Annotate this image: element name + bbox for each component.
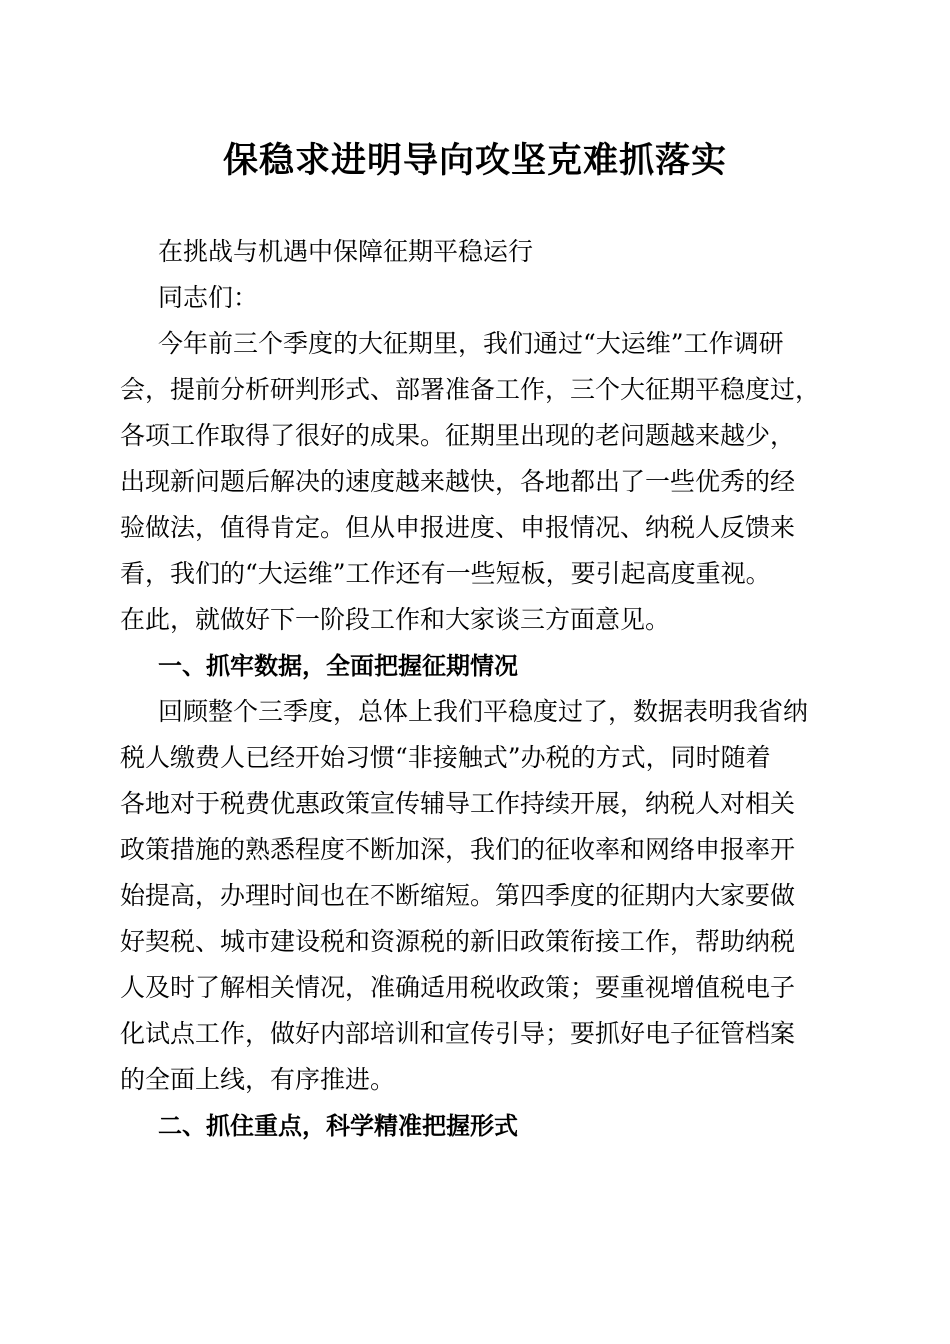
paragraph-line: 在此，就做好下一阶段工作和大家谈三方面意见。: [120, 605, 671, 634]
paragraph-line: 验做法，值得肯定。但从申报进度、申报情况、纳税人反馈来: [120, 513, 796, 542]
section-heading-2: 二、抓住重点，科学精准把握形式: [158, 1112, 518, 1140]
paragraph-line: 好契税、城市建设税和资源税的新旧政策衔接工作，帮助纳税: [120, 927, 796, 956]
paragraph-line: 的全面上线，有序推进。: [120, 1065, 396, 1094]
paragraph-line: 化试点工作，做好内部培训和宣传引导；要抓好电子征管档案: [120, 1019, 796, 1048]
paragraph-line: 各地对于税费优惠政策宣传辅导工作持续开展，纳税人对相关: [120, 789, 796, 818]
document-subtitle: 在挑战与机遇中保障征期平稳运行: [158, 237, 534, 266]
document-title: 保稳求进明导向攻坚克难抓落实: [222, 140, 727, 181]
paragraph-line: 税人缴费人已经开始习惯“非接触式”办税的方式，同时随着: [120, 743, 771, 772]
paragraph-line: 政策措施的熟悉程度不断加深，我们的征收率和网络申报率开: [120, 835, 796, 864]
paragraph-line: 始提高，办理时间也在不断缩短。第四季度的征期内大家要做: [120, 881, 796, 910]
paragraph-line: 各项工作取得了很好的成果。征期里出现的老问题越来越少，: [120, 421, 796, 450]
paragraph-line: 人及时了解相关情况，准确适用税收政策；要重视增值税电子: [120, 973, 796, 1002]
salutation: 同志们：: [158, 283, 259, 312]
paragraph-line: 看，我们的“大运维”工作还有一些短板，要引起高度重视。: [120, 559, 771, 588]
paragraph-line: 会，提前分析研判形式、部署准备工作，三个大征期平稳度过，: [120, 375, 821, 404]
paragraph-line: 出现新问题后解决的速度越来越快，各地都出了一些优秀的经: [120, 467, 796, 496]
paragraph-line: 回顾整个三季度，总体上我们平稳度过了，数据表明我省纳: [158, 697, 809, 726]
section-heading-1: 一、抓牢数据，全面把握征期情况: [158, 652, 518, 680]
paragraph-line: 今年前三个季度的大征期里，我们通过“大运维”工作调研: [158, 329, 784, 358]
